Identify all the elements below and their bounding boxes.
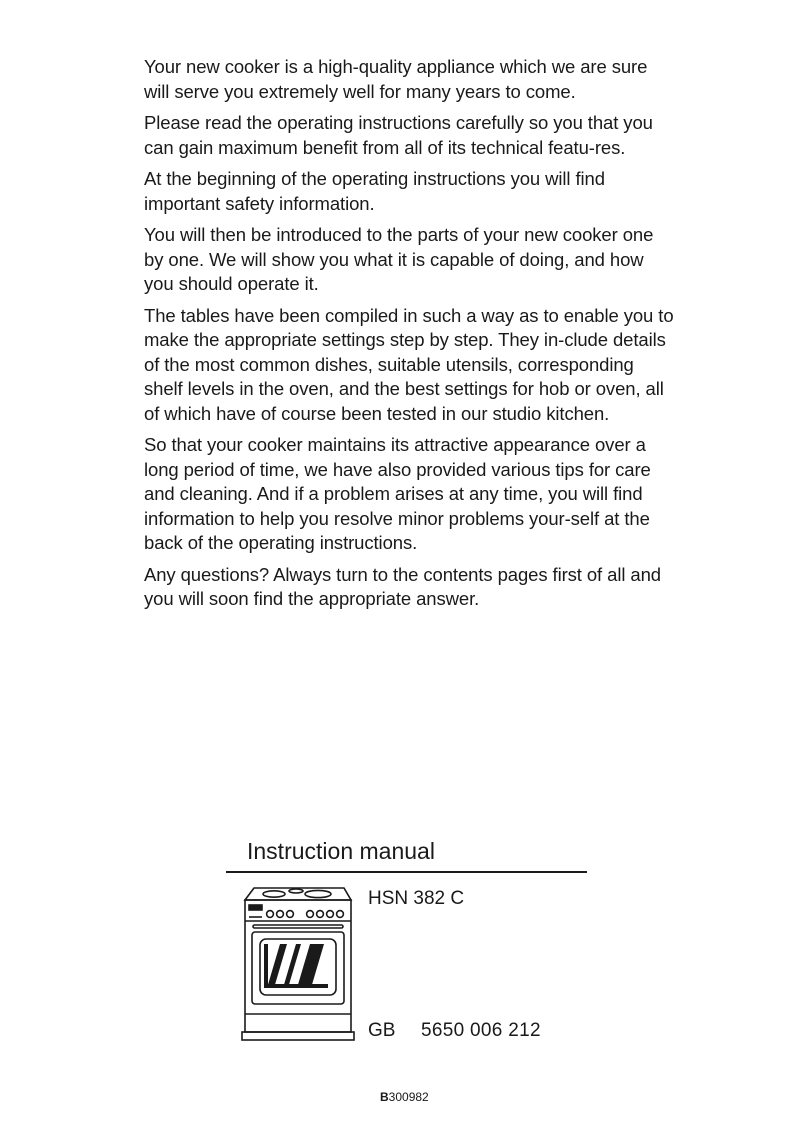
intro-paragraph-1: Your new cooker is a high-quality appliance which we are sure will serve you extremely well for many years to come. [144, 56, 648, 102]
cooker-illustration-icon [240, 884, 355, 1044]
title-divider [226, 871, 587, 873]
region-code: GB [368, 1020, 396, 1041]
intro-paragraph-6: So that your cooker maintains its attractive appearance over a long period of time, we have also provided various tips for care and cleaning. And if a problem arises at any time, you will find information to help you resolve minor problems your-self at the back of the operating instructions. [144, 434, 651, 553]
intro-paragraph-4: You will then be introduced to the parts of your new cooker one by one. We will show you what it is capable of doing, and how you should operate it. [144, 224, 654, 294]
intro-paragraph-2: Please read the operating instructions carefully so you that you can gain maximum benefit from all of its technical featu-res. [144, 112, 653, 158]
document-number [380, 1089, 429, 1105]
manual-title: Instruction manual [247, 838, 435, 864]
part-number: 5650 006 212 [421, 1020, 541, 1041]
intro-paragraph-5: The tables have been compiled in such a way as to enable you to make the appropriate settings step by step. They in-clude details of the most common dishes, suitable utensils, corresponding shelf levels in the oven, and the best settings for hob or oven, all of which have of course been tested in our studio kitchen. [144, 304, 674, 424]
document-number-value: 300982 [388, 1090, 429, 1104]
document-number-prefix: B [380, 1090, 389, 1104]
model-number: HSN 382 C [368, 888, 465, 909]
intro-text [144, 55, 674, 619]
intro-paragraph-3: At the beginning of the operating instructions you will find important safety information. [144, 168, 605, 214]
intro-paragraph-7: Any questions? Always turn to the contents pages first of all and you will soon find the appropriate answer. [144, 563, 661, 609]
